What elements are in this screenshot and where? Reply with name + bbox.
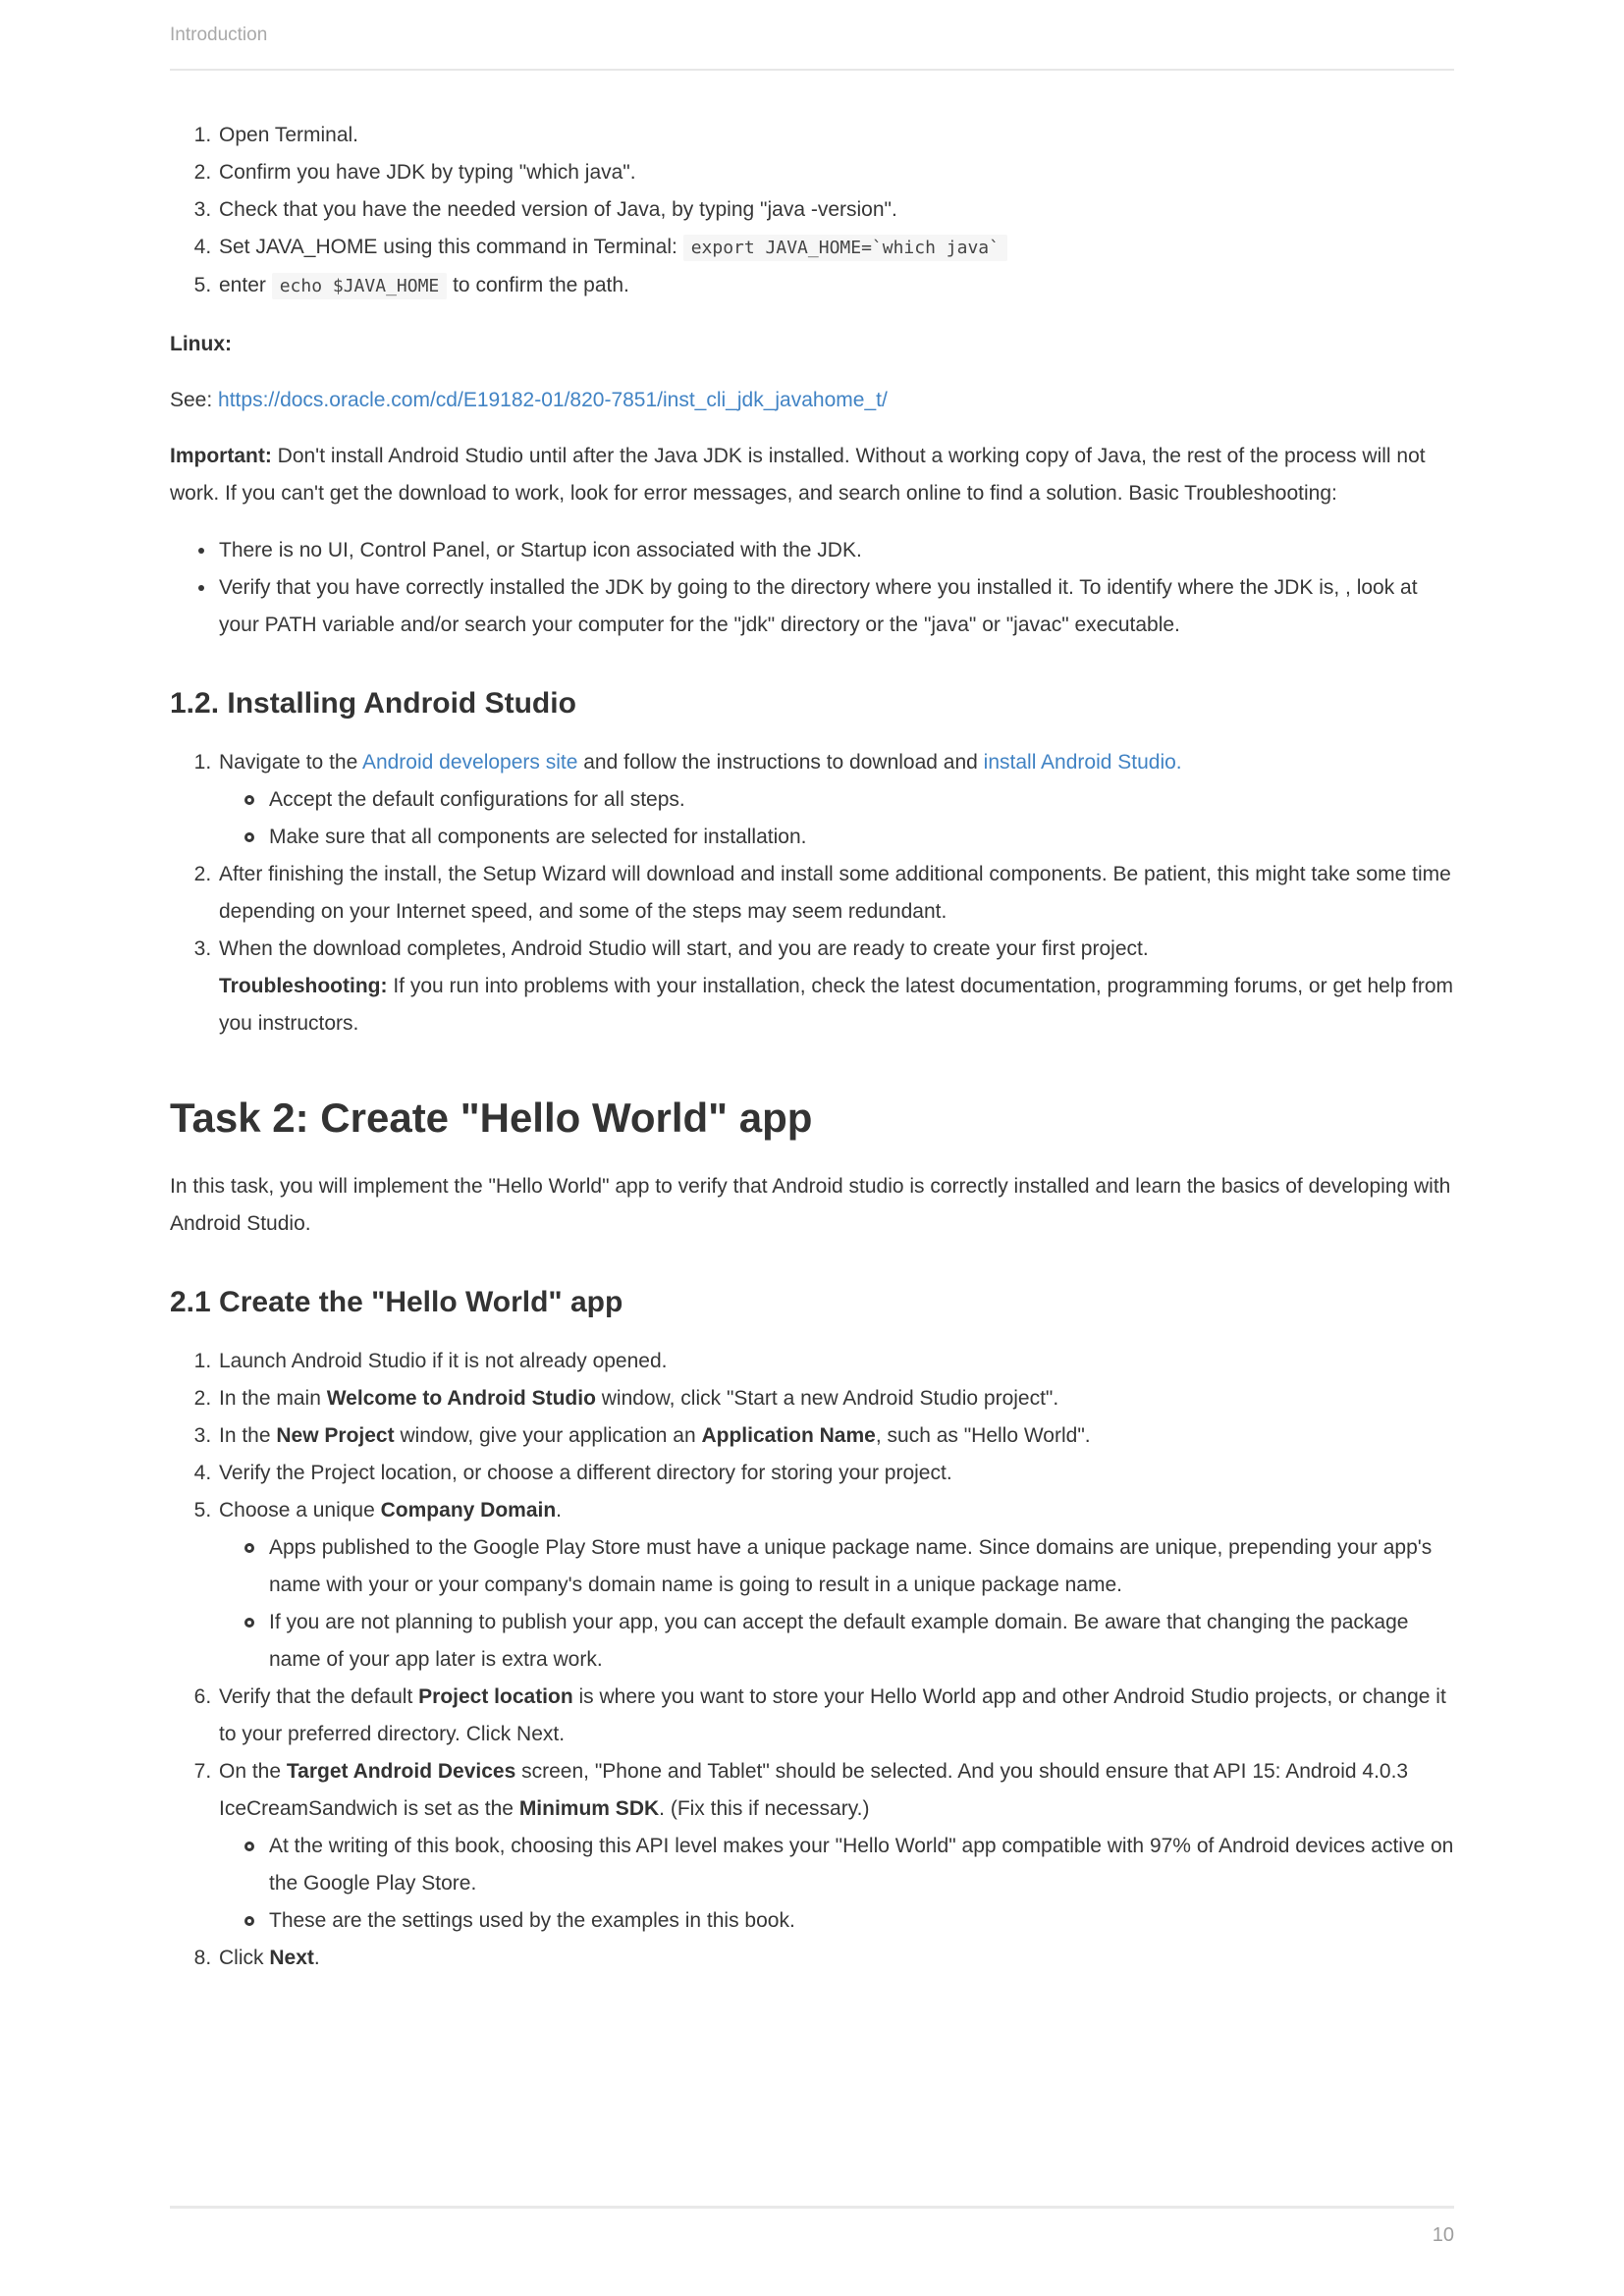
list-item <box>217 569 1454 644</box>
paragraph <box>170 326 1454 363</box>
text-run: screen, "Phone and Tablet" should be selected. And you should ensure that API 15: Android 4.0.3 IceCreamSandwich is set as the <box>219 1760 1409 1820</box>
text-run: Verify the Project location, or choose a different directory for storing your project. <box>219 1462 952 1484</box>
paragraph <box>170 382 1454 419</box>
sub-bullet-list <box>219 1529 1454 1679</box>
text-run: These are the settings used by the examples in this book. <box>269 1909 795 1932</box>
text-run: Open Terminal. <box>219 124 359 146</box>
list-item <box>267 781 1454 819</box>
text-run: Click <box>219 1947 270 1969</box>
ordered-list <box>170 744 1454 1042</box>
footer-rule <box>170 2206 1454 2209</box>
task-title <box>170 1094 1454 1143</box>
text-run: Launch Android Studio if it is not already opened. <box>219 1350 668 1372</box>
list-item <box>217 1417 1454 1455</box>
bold-text: Target Android Devices <box>286 1760 516 1783</box>
text-run: Navigate to the <box>219 751 362 774</box>
list-item <box>217 267 1454 305</box>
text-run: There is no UI, Control Panel, or Startup icon associated with the JDK. <box>219 539 862 561</box>
running-header-title: Introduction <box>170 25 268 45</box>
text-run: . (Fix this if necessary.) <box>659 1797 870 1820</box>
text-link[interactable]: Android developers site <box>361 751 578 774</box>
ordered-list <box>170 117 1454 305</box>
text-run: . <box>313 1947 320 1969</box>
text-run: If you are not planning to publish your app, you can accept the default example domain. Be aware that changing the package name of your app later is extra work. <box>269 1611 1409 1671</box>
text-run: Set JAVA_HOME using this command in Terminal: <box>219 236 683 258</box>
list-item <box>217 1343 1454 1380</box>
text-run: Check that you have the needed version of Java, by typing "java -version". <box>219 198 897 221</box>
list-item <box>267 1828 1454 1902</box>
list-item <box>267 1604 1454 1679</box>
bold-text: Troubleshooting: <box>219 975 388 997</box>
text-run: Make sure that all components are selected for installation. <box>269 826 807 848</box>
bold-text: Important: <box>170 445 272 467</box>
text-run: window, click "Start a new Android Studio project". <box>595 1387 1059 1410</box>
document-content <box>170 71 1454 1977</box>
text-run: . <box>556 1499 563 1522</box>
text-run: If you run into problems with your installation, check the latest documentation, programming forums, or get help from you instructors. <box>219 975 1454 1035</box>
list-item <box>267 1529 1454 1604</box>
text-run: to confirm the path. <box>447 274 629 296</box>
text-run: and follow the instructions to download and <box>577 751 984 774</box>
list-item-continuation <box>219 968 1454 1042</box>
text-run: At the writing of this book, choosing this API level makes your "Hello World" app compatible with 97% of Android devices active on the Google Play Store. <box>269 1835 1454 1895</box>
bold-text: Next <box>269 1947 314 1969</box>
text-run: Choose a unique <box>219 1499 381 1522</box>
text-run: Verify that the default <box>219 1685 419 1708</box>
text-run: In this task, you will implement the "Hello World" app to verify that Android studio is correctly installed and learn the basics of developing with Android Studio. <box>170 1175 1451 1235</box>
bold-text: Application Name <box>701 1424 876 1447</box>
list-item <box>267 819 1454 856</box>
list-item <box>217 1753 1454 1940</box>
list-item <box>217 532 1454 569</box>
section-title <box>170 1284 1454 1321</box>
list-item <box>217 1679 1454 1753</box>
text-run: Confirm you have JDK by typing "which java". <box>219 161 636 184</box>
text-run: window, give your application an <box>394 1424 702 1447</box>
ordered-list <box>170 1343 1454 1977</box>
list-item <box>217 229 1454 267</box>
text-run: In the <box>219 1424 277 1447</box>
section-title <box>170 685 1454 722</box>
list-item <box>217 1380 1454 1417</box>
text-run: 1.2. Installing Android Studio <box>170 687 576 720</box>
page-footer <box>170 2206 1454 2296</box>
list-item <box>217 1492 1454 1679</box>
bold-text: New Project <box>276 1424 395 1447</box>
text-run: After finishing the install, the Setup Wizard will download and install some additional components. Be patient, this might take some time depending on your Internet speed, and some of the steps may seem redundant. <box>219 863 1451 923</box>
text-run: See: <box>170 389 219 411</box>
bold-text: Project location <box>418 1685 573 1708</box>
page-number: 10 <box>1432 2224 1454 2246</box>
list-item <box>217 117 1454 154</box>
text-run: On the <box>219 1760 287 1783</box>
text-link[interactable]: https://docs.oracle.com/cd/E19182-01/820-7851/inst_cli_jdk_javahome_t/ <box>218 389 888 411</box>
paragraph <box>170 1168 1454 1243</box>
text-run: In the main <box>219 1387 327 1410</box>
sub-bullet-list <box>219 781 1454 856</box>
text-run: Task 2: Create "Hello World" app <box>170 1095 813 1141</box>
text-run: 2.1 Create the "Hello World" app <box>170 1286 623 1318</box>
list-item <box>217 744 1454 856</box>
bold-text: Minimum SDK <box>518 1797 660 1820</box>
text-run: When the download completes, Android Studio will start, and you are ready to create your first project. <box>219 937 1149 960</box>
list-item <box>217 154 1454 191</box>
sub-bullet-list <box>219 1828 1454 1940</box>
list-item <box>217 856 1454 931</box>
text-run: , such as "Hello World". <box>875 1424 1091 1447</box>
text-run: Don't install Android Studio until after the Java JDK is installed. Without a working copy of Java, the rest of the process will not work. If you can't get the download to work, look for error messages, and search online to find a solution. Basic Troubleshooting: <box>170 445 1426 505</box>
text-run: Accept the default configurations for all steps. <box>269 788 685 811</box>
text-link[interactable]: install Android Studio. <box>983 751 1182 774</box>
text-run: Apps published to the Google Play Store must have a unique package name. Since domains are unique, prepending your app's name with your or your company's domain name is going to result in a unique package name. <box>269 1536 1433 1596</box>
text-run: enter <box>219 274 272 296</box>
bold-text: Linux: <box>170 333 232 355</box>
list-item <box>267 1902 1454 1940</box>
list-item <box>217 191 1454 229</box>
bold-text: Company Domain <box>380 1499 557 1522</box>
list-item <box>217 931 1454 1042</box>
inline-code: export JAVA_HOME=`which java` <box>683 235 1007 261</box>
paragraph <box>170 438 1454 512</box>
text-run: Verify that you have correctly installed the JDK by going to the directory where you installed it. To identify where the JDK is, , look at your PATH variable and/or search your computer for the "jdk" directory or the "java" or "javac" executable. <box>219 576 1418 636</box>
text-run: is where you want to store your Hello World app and other Android Studio projects, or change it to your preferred directory. Click Next. <box>219 1685 1446 1745</box>
bullet-list <box>170 532 1454 644</box>
list-item <box>217 1940 1454 1977</box>
bold-text: Welcome to Android Studio <box>326 1387 596 1410</box>
list-item <box>217 1455 1454 1492</box>
inline-code: echo $JAVA_HOME <box>272 273 448 299</box>
